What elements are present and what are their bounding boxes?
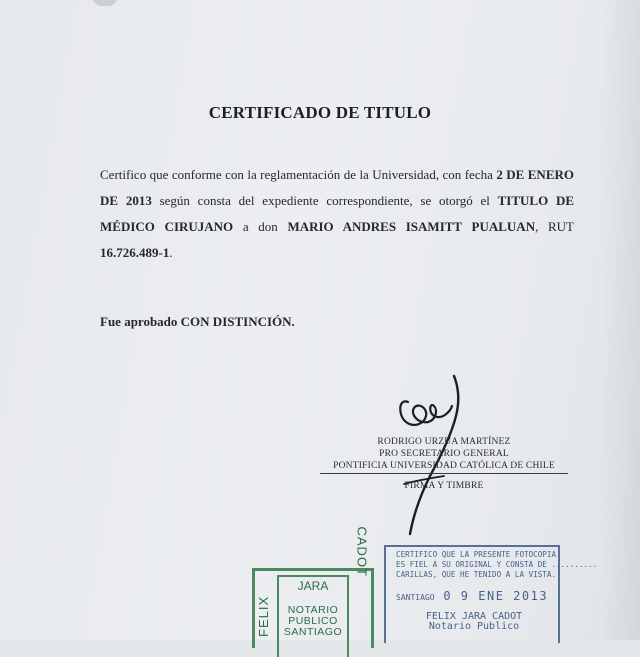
body-text-4: , RUT — [535, 219, 574, 234]
certificate-body — [100, 162, 574, 266]
seal-line-3: SANTIAGO — [283, 626, 343, 638]
stamp-line-2: ES FIEL A SU ORIGINAL Y CONSTA DE .......... — [396, 560, 598, 569]
body-text-3: a don — [233, 219, 288, 234]
seal-side-right: CADOT — [354, 526, 369, 577]
body-text-5: . — [169, 245, 173, 260]
seal-line-1: NOTARIO — [287, 604, 339, 616]
graduation-date: 2 DE ENERO DE 2013 — [100, 167, 574, 208]
signature-block — [320, 436, 568, 492]
page-edge-shadow — [600, 0, 640, 640]
notary-seal-inner-frame — [277, 575, 349, 657]
seal-center-text — [279, 605, 347, 638]
notary-certification-stamp — [384, 545, 598, 643]
body-text-1: Certifico que conforme con la reglamentación de la Universidad, con fecha — [100, 167, 497, 182]
stamp-line-1: CERTIFICO QUE LA PRESENTE FOTOCOPIA — [396, 550, 557, 559]
approval-distinction: CON DISTINCIÓN. — [180, 314, 295, 329]
stamp-date: 0 9 ENE 2013 — [443, 589, 549, 603]
signer-name: RODRIGO URZÚA MARTÍNEZ — [377, 437, 511, 447]
seal-line-2: PUBLICO — [288, 615, 338, 627]
signature-label: FIRMA Y TIMBRE — [404, 481, 484, 491]
body-text-2: según consta del expediente correspondiente, se otorgó el — [151, 193, 498, 208]
seal-side-left: FELIX — [256, 595, 271, 637]
binder-hole-mark — [92, 0, 118, 6]
approval-line — [100, 314, 295, 330]
stamp-line-3: CARILLAS, QUE HE TENIDO A LA VISTA. — [396, 570, 557, 579]
degree-title: TITULO DE MÉDICO CIRUJANO — [100, 193, 575, 234]
stamp-city: SANTIAGO — [396, 593, 435, 602]
graduate-name: MARIO ANDRES ISAMITT PUALUAN — [287, 219, 536, 234]
signer-position: PRO SECRETARIO GENERAL — [379, 449, 509, 459]
stamp-date-row — [396, 591, 552, 603]
signer-institution: PONTIFICIA UNIVERSIDAD CATÓLICA DE CHILE — [320, 460, 568, 474]
stamp-notary-title: Notario Publico — [428, 621, 520, 632]
notary-seal-stamp — [252, 526, 374, 648]
approval-label: Fue aprobado — [100, 314, 181, 329]
seal-top-name: JARA — [297, 579, 329, 593]
certificate-title: CERTIFICADO DE TITULO — [208, 103, 432, 122]
graduate-rut: 16.726.489-1 — [100, 245, 170, 260]
stamp-notary-name: FELIX JARA CADOT — [425, 611, 523, 622]
